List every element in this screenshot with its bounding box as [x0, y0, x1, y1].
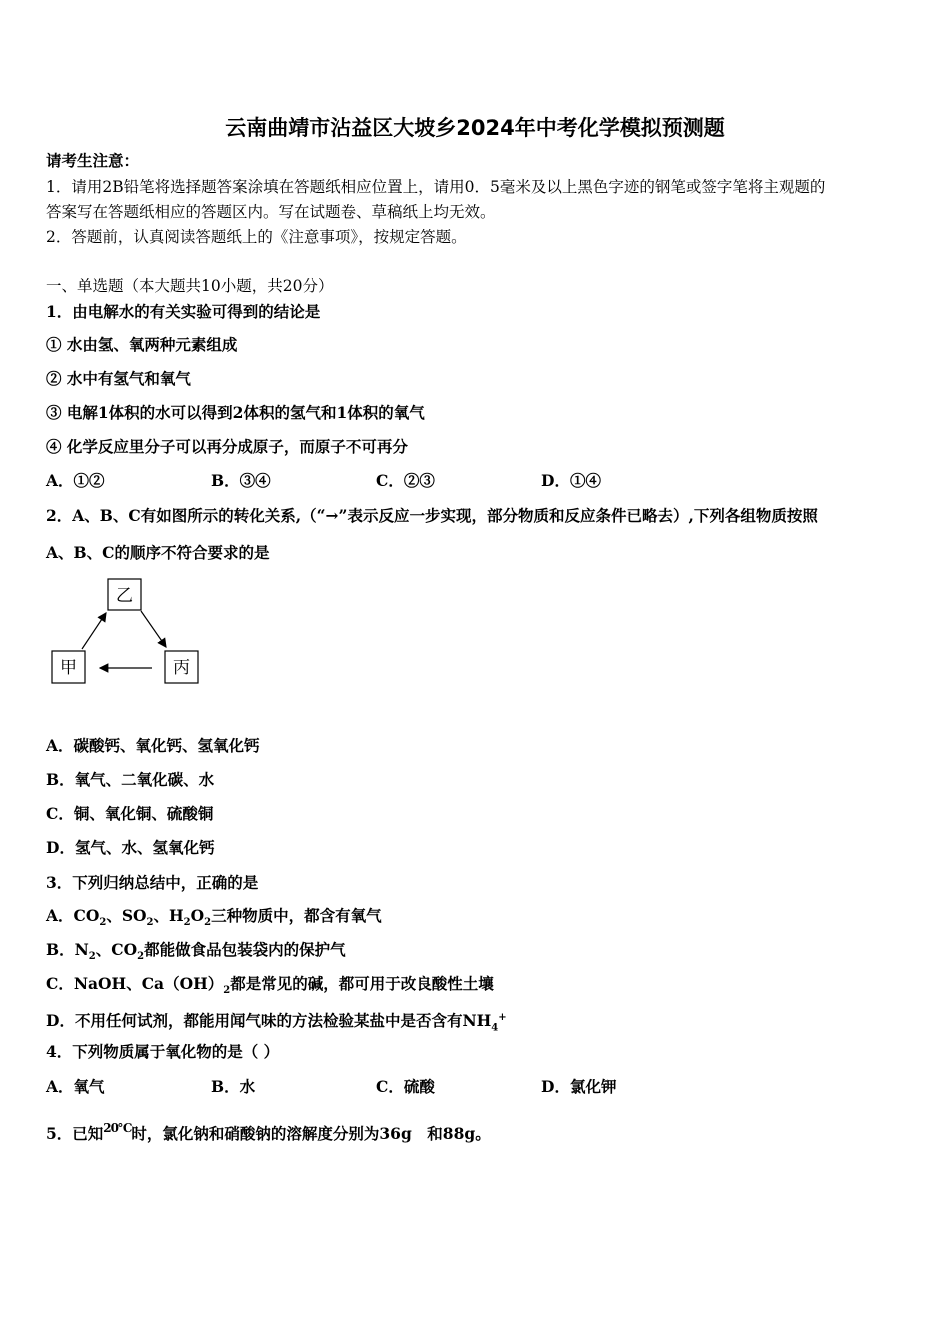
temperature-inline: 20℃ — [103, 1121, 132, 1135]
arrow-top-to-right — [141, 611, 166, 647]
q4-stem: 4．下列物质属于氧化物的是（ ） — [46, 1042, 280, 1061]
notice-heading: 请考生注意： — [46, 151, 140, 170]
q2-option-c: C．铜、氧化铜、硫酸铜 — [46, 804, 214, 823]
q4-option-d: D．氯化钾 — [541, 1077, 617, 1096]
notice-item-1b: 答案写在答题纸相应的答题区内。写在试题卷、草稿纸上均无效。 — [46, 203, 496, 221]
notice-item-2: 2．答题前，认真阅读答题纸上的《注意事项》，按规定答题。 — [46, 228, 467, 246]
q2-stem-line2: A、B、C的顺序不符合要求的是 — [46, 543, 270, 562]
node-top-label: 乙 — [116, 586, 133, 606]
q2-option-a: A．碳酸钙、氧化钙、氢氧化钙 — [46, 736, 260, 755]
arrow-left-to-top — [82, 613, 106, 649]
q1-stem: 1．由电解水的有关实验可得到的结论是 — [46, 302, 321, 321]
q1-statement-1: ① 水由氢、氧两种元素组成 — [46, 335, 238, 354]
q3-option-c: C．NaOH、$Ca(OH)_2$都是常见的碱，都可用于改良酸性土壤 — [46, 974, 494, 997]
q2-option-d: D．氢气、水、氢氧化钙 — [46, 838, 215, 857]
q2-stem-line1: 2．A、B、C有如图所示的转化关系,（“→”表示反应一步实现，部分物质和反应条件已略去）,下列各组物质按照 — [46, 506, 818, 525]
q1-option-b: B．③④ — [211, 471, 271, 490]
q3-option-b: B．$N_2$、$CO_2$都能做食品包装袋内的保护气 — [46, 940, 346, 963]
q3-option-d: D．不用任何试剂，都能用闻气味的方法检验某盐中是否含有$NH_4^+$ — [46, 1011, 507, 1034]
node-right-label: 丙 — [173, 658, 190, 678]
q4-option-c: C．硫酸 — [376, 1077, 435, 1096]
node-left-label: 甲 — [60, 658, 77, 678]
q1-option-d: D．①④ — [541, 471, 601, 490]
q1-statement-4: ④ 化学反应里分子可以再分成原子，而原子不可再分 — [46, 437, 408, 456]
q1-option-c: C．②③ — [376, 471, 435, 490]
q4-option-a: A．氧气 — [46, 1077, 105, 1096]
q2-option-b: B．氧气、二氧化碳、水 — [46, 770, 215, 789]
conversion-diagram — [48, 575, 208, 690]
section-heading: 一、单选题（本大题共10小题，共20分） — [46, 277, 334, 295]
q3-option-a: A．$CO_2$、$SO_2$、$H_2O_2$三种物质中，都含有氧气 — [46, 906, 382, 929]
q1-option-a: A．①② — [46, 471, 105, 490]
q3-stem: 3．下列归纳总结中，正确的是 — [46, 873, 259, 892]
q4-option-b: B．水 — [211, 1077, 256, 1096]
node-top-box — [108, 579, 141, 610]
node-left-box — [52, 651, 85, 683]
q1-statement-2: ② 水中有氢气和氧气 — [46, 369, 191, 388]
page-title: 云南曲靖市沾益区大坡乡2024年中考化学模拟预测题 — [225, 116, 725, 140]
q5-stem: 5．已知$^{20℃}$时，氯化钠和硝酸钠的溶解度分别为36g 和88g。 — [46, 1121, 491, 1143]
node-right-box — [165, 651, 198, 683]
q1-statement-3: ③ 电解1体积的水可以得到2体积的氢气和1体积的氧气 — [46, 403, 425, 422]
notice-item-1a: 1．请用2B铅笔将选择题答案涂填在答题纸相应位置上，请用0．5毫米及以上黑色字迹的钢笔或签字笔将主观题的 — [46, 178, 826, 196]
